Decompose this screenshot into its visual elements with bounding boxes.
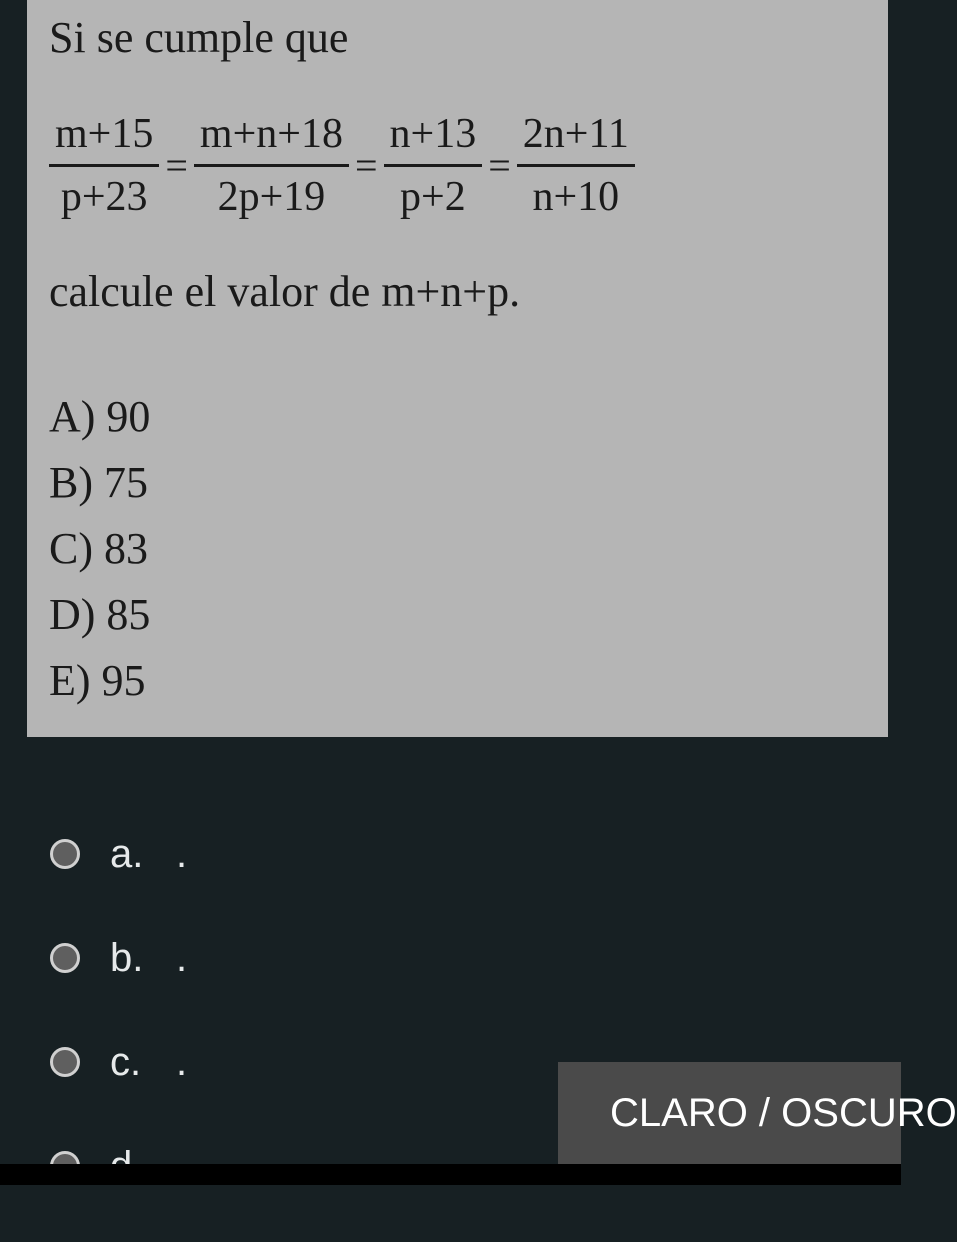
answer-value: . [176,832,188,876]
choice-b: B) 75 [49,458,148,507]
choice-a: A) 90 [49,392,151,441]
answer-option-c[interactable] [50,1034,187,1138]
equals-sign: = [488,142,511,188]
answer-label: a. [110,832,144,876]
question-choices [49,388,150,718]
answer-value: . [176,936,188,980]
fraction-denominator: n+10 [532,173,620,220]
fraction-4 [517,110,635,221]
answer-value: . [176,1040,188,1084]
question-ask: calcule el valor de m+n+p. [49,267,521,316]
fraction-numerator: m+n+18 [194,110,349,167]
equals-sign: = [165,142,188,188]
fraction-denominator: p+2 [400,173,466,220]
fraction-1 [49,110,159,221]
bottom-bar [0,1164,901,1185]
fraction-numerator: 2n+11 [517,110,635,167]
answer-option-b[interactable] [50,930,187,1034]
fraction-denominator: 2p+19 [217,173,326,220]
radio-button[interactable] [50,943,80,973]
question-equation [49,100,635,230]
fraction-2 [194,110,349,221]
answer-option-a[interactable] [50,826,187,930]
fraction-denominator: p+23 [60,173,148,220]
choice-e: E) 95 [49,656,146,705]
equals-sign: = [354,142,378,188]
choice-c: C) 83 [49,524,148,573]
theme-toggle-button[interactable]: CLARO / OSCURO [558,1062,901,1164]
radio-button[interactable] [50,839,80,869]
choice-d: D) 85 [49,590,151,639]
radio-button[interactable] [50,1047,80,1077]
fraction-numerator: m+15 [49,110,159,167]
answer-option-d[interactable] [50,1138,187,1242]
answer-label: c. [110,1040,142,1084]
question-intro: Si se cumple que [49,13,349,62]
fraction-numerator: n+13 [384,110,483,167]
question-image [27,0,888,737]
answer-label: b. [110,936,144,980]
fraction-3 [384,110,483,221]
